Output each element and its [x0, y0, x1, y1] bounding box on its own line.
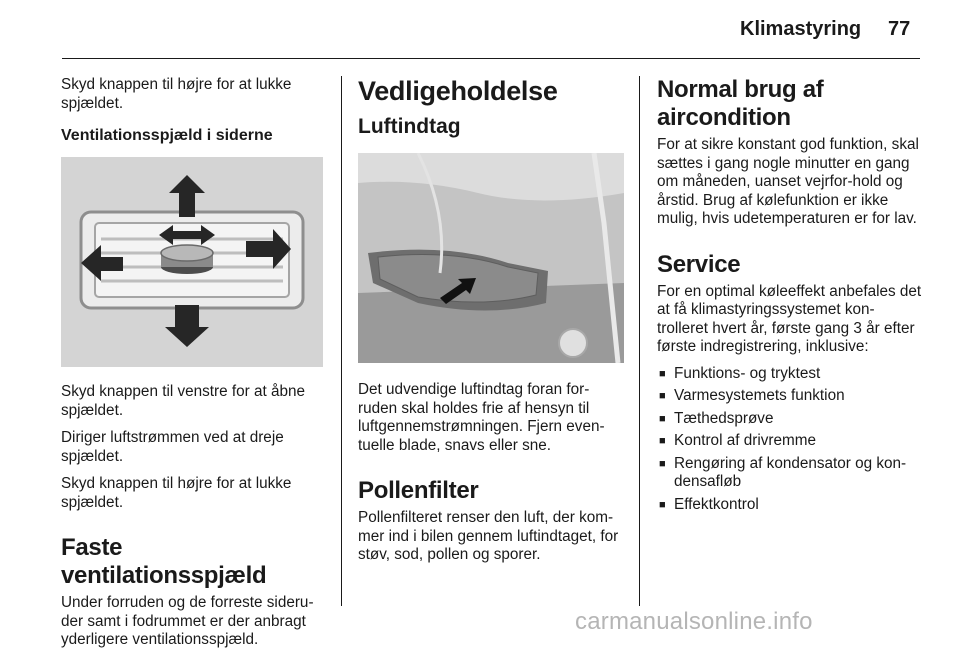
paragraph-pollen-filter: Pollenfilteret renser den luft, der kom-mer ind i bilen gennem luftindtaget, for støv, sod, pollen og sporer.	[358, 509, 619, 563]
side-vent-illustration	[61, 157, 323, 367]
list-item: ■ Effektkontrol	[657, 496, 925, 515]
paragraph-open-vent: Skyd knappen til venstre for at åbne spjældet.	[61, 383, 306, 419]
list-item: ■ Funktions- og tryktest	[657, 365, 925, 384]
heading-pollen-filter: Pollenfilter	[358, 477, 479, 504]
page-header-title: Klimastyring	[740, 18, 862, 40]
column-1	[61, 76, 329, 659]
column-divider-1	[341, 76, 342, 606]
list-item: ■ Varmesystemets funktion	[657, 387, 925, 406]
list-item: ■ Tæthedsprøve	[657, 410, 925, 429]
paragraph-direct-airflow: Diriger luftstrømmen ved at dreje spjældet.	[61, 429, 284, 465]
list-item: ■ Rengøring af kondensator og kon-densafløb	[657, 455, 925, 492]
list-item: ■ Kontrol af drivremme	[657, 432, 925, 451]
paragraph-service: For en optimal køleeffekt anbefales det at få klimastyringssystemet kon-trolleret hvert år, første gang 3 år efter første indregistrering, inklusive:	[657, 282, 922, 355]
column-2	[358, 76, 624, 574]
paragraph-fixed-vents: Under forruden og de forreste sideru-der samt i fodrummet er der anbragt yderligere ventilationsspjæld.	[61, 594, 314, 648]
service-checklist	[657, 365, 925, 515]
paragraph-normal-use: For at sikre konstant god funktion, skal sættes i gang nogle minutter en gang om måneden, uanset vejrfor-hold og årstid. Brug af kølefunktion er ikke mulig, hvis udetemperaturen er for lav.	[657, 136, 919, 227]
header-divider	[62, 58, 920, 59]
column-3	[657, 76, 925, 518]
heading-fixed-vents: Faste ventilationsspjæld	[61, 534, 267, 589]
paragraph-air-intake: Det udvendige luftindtag foran for-ruden skal holdes frie af hensyn til luftgennemstrømningen. Fjern even-tuelle blade, snavs eller sne.	[358, 381, 605, 454]
heading-air-intake: Luftindtag	[358, 115, 461, 138]
paragraph-close-vent-2: Skyd knappen til højre for at lukke spjældet.	[61, 475, 292, 511]
page-number: 77	[888, 18, 911, 40]
paragraph-close-vent: Skyd knappen til højre for at lukke spjældet.	[61, 76, 292, 112]
column-divider-2	[639, 76, 640, 606]
heading-normal-use: Normal brug af aircondition	[657, 76, 824, 131]
site-watermark[interactable]: carmanualsonline.info	[575, 608, 813, 635]
heading-maintenance: Vedligeholdelse	[358, 76, 558, 106]
heading-service: Service	[657, 250, 741, 278]
heading-side-vents: Ventilationsspjæld i siderne	[61, 127, 273, 144]
air-intake-photo	[358, 153, 624, 363]
side-vent-diagram	[61, 157, 323, 367]
air-intake-image	[358, 153, 624, 363]
